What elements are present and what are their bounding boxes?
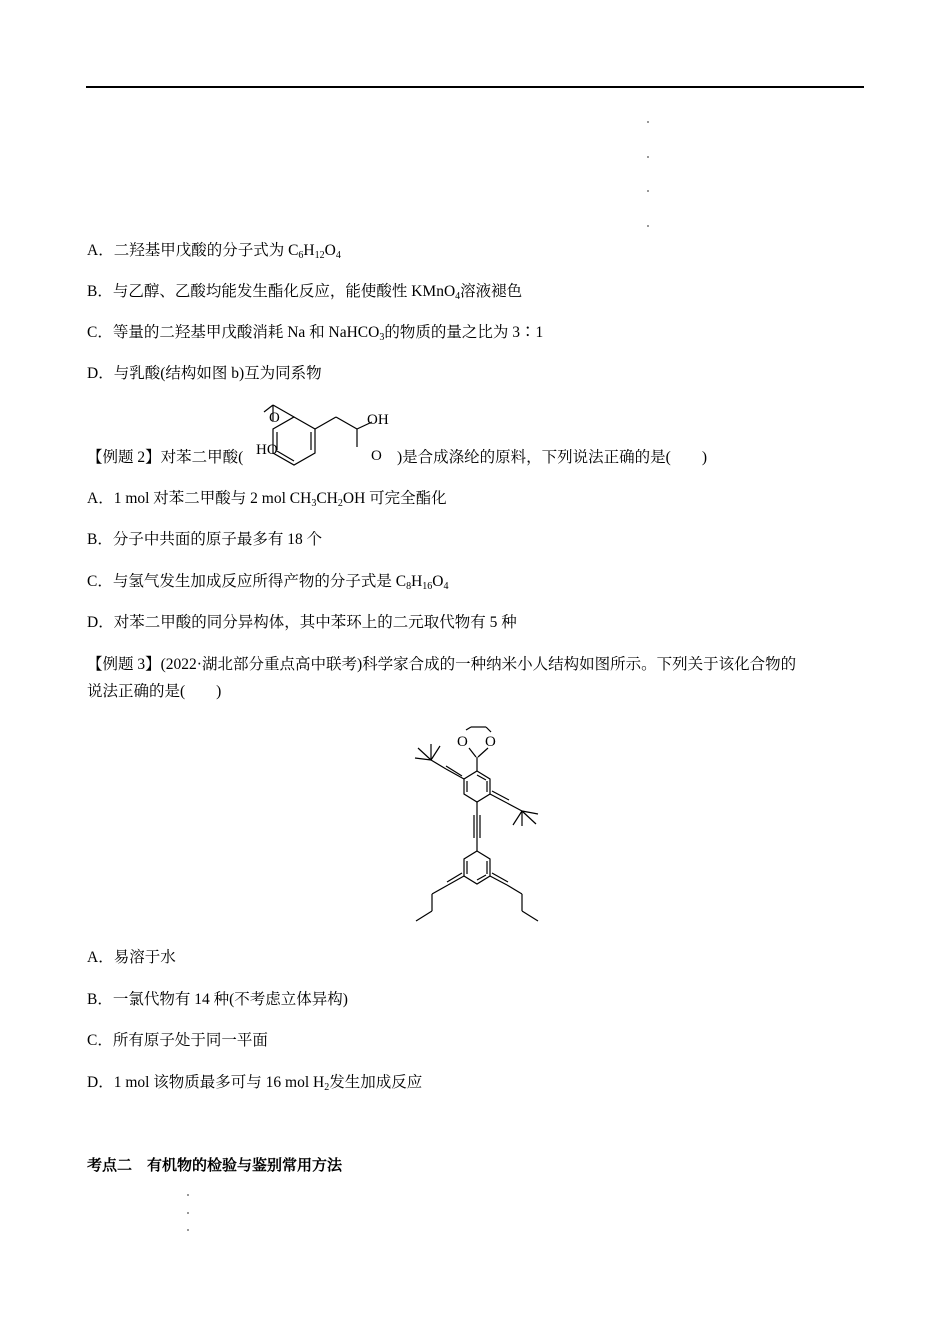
example2-stem-pre: 【例题 2】对苯二甲酸( xyxy=(87,449,244,466)
struct-o-left: O xyxy=(457,734,468,750)
ex2-option-b: B．分子中共面的原子最多有 18 个 xyxy=(87,531,323,548)
ex2-option-a: A．1 mol 对苯二甲酸与 2 mol $CH_3CH_2OH$ 可完全酯化 xyxy=(87,490,447,509)
ex2-option-d: D．对苯二甲酸的同分异构体，其中苯环上的二元取代物有 5 种 xyxy=(87,614,517,631)
speck xyxy=(187,1212,189,1214)
ex2-option-c: C．与氢气发生加成反应所得产物的分子式是 $C_8H_{16}O_4$ xyxy=(87,573,449,592)
ex3-option-a: A．易溶于水 xyxy=(87,949,176,966)
q1-option-b: B．与乙醇、乙酸均能发生酯化反应，能使酸性 KMnO$_4$溶液褪色 xyxy=(87,283,523,302)
ex3-option-c: C．所有原子处于同一平面 xyxy=(87,1032,268,1049)
struct-o-bottom: O xyxy=(371,448,382,464)
speck xyxy=(187,1229,189,1231)
struct-o-top: O xyxy=(269,410,280,426)
speck xyxy=(187,1194,189,1196)
example2-stem-post: )是合成涤纶的原料，下列说法正确的是( ) xyxy=(397,449,707,466)
section-heading: 考点二 有机物的检验与鉴别常用方法 xyxy=(87,1156,343,1174)
struct-oh-right: OH xyxy=(367,412,389,428)
struct-ho-left: HO xyxy=(256,442,278,458)
example3-stem-line2: 说法正确的是( ) xyxy=(87,683,222,700)
q1-option-d: D．与乳酸(结构如图 b)互为同系物 xyxy=(87,365,322,382)
ex3-option-b: B．一氯代物有 14 种(不考虑立体异构) xyxy=(87,991,348,1008)
q1-option-a: A．二羟基甲戊酸的分子式为 $C_6H_{12}O_4$ xyxy=(87,242,341,261)
example3-stem-line1: 【例题 3】(2022·湖北部分重点高中联考)科学家合成的一种纳米小人结构如图所示。下列关于该化合物的 xyxy=(87,656,797,673)
ex3-option-d: D．1 mol 该物质最多可与 16 mol $H_2$发生加成反应 xyxy=(87,1074,423,1093)
struct-o-right: O xyxy=(485,734,496,750)
q1-option-c: C．等量的二羟基甲戊酸消耗 Na 和 NaHCO$_3$的物质的量之比为 3∶1 xyxy=(87,324,544,343)
